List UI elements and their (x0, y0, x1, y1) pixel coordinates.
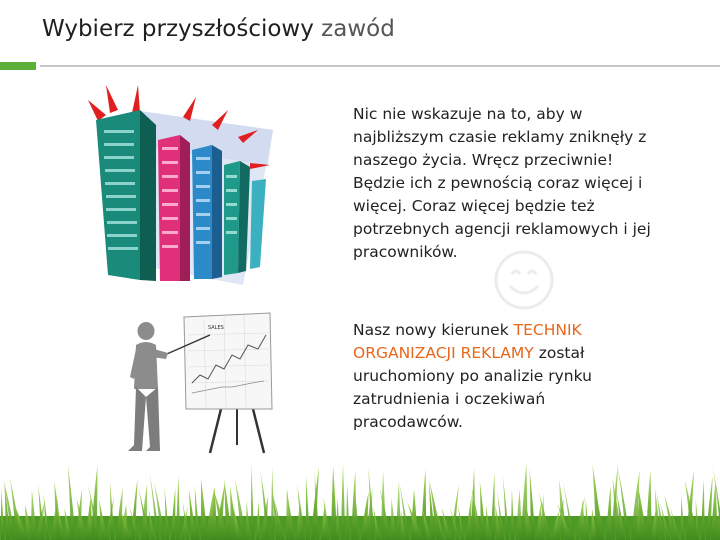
grass-blade (306, 475, 310, 540)
grass-blade (701, 479, 705, 540)
paragraph-new-course (353, 319, 633, 434)
building (192, 145, 212, 279)
grass-blade (491, 473, 495, 540)
grass-blade (171, 488, 175, 540)
grass-blade (516, 489, 522, 540)
building (180, 135, 190, 281)
grass-blade (331, 466, 337, 540)
burst-ray (88, 100, 106, 121)
grass-blade (606, 486, 611, 540)
burst-ray (183, 97, 196, 121)
figure-leg (128, 387, 146, 451)
title-accent: zawód (321, 16, 395, 42)
skyscrapers-clipart (78, 85, 278, 285)
figure-leg (146, 387, 160, 451)
figure-head (138, 322, 155, 340)
grass-blade (341, 464, 345, 540)
grass-blade (176, 476, 180, 540)
paragraph2-text-start: Nasz nowy kierunek (353, 321, 509, 339)
building (140, 110, 156, 281)
presenter-chart-clipart (112, 305, 282, 455)
divider-grey-line (40, 65, 720, 67)
grass-blade (646, 470, 652, 540)
paragraph2-text-end: został uruchomiony po analizie rynku zatrudnienia i oczekiwań pracodawców. (353, 344, 592, 431)
grass-decoration (0, 460, 720, 540)
grass-blade (511, 489, 514, 540)
chart-board-label: SALES (208, 325, 224, 331)
grass-blade (396, 482, 401, 540)
burst-ray (106, 85, 118, 113)
title-divider (0, 62, 720, 70)
divider-green-block (0, 62, 36, 70)
building (250, 179, 266, 269)
grass-blade (1, 489, 4, 540)
slide-title (42, 16, 395, 42)
grass-blade (251, 464, 254, 540)
grass-blade (346, 483, 349, 540)
grass-blade (31, 490, 37, 540)
title-main: Wybierz przyszłościowy (42, 16, 314, 42)
course-name-highlight: TECHNIK ORGANIZACJI REKLAMY (353, 321, 582, 362)
burst-ray (132, 85, 140, 113)
building (212, 145, 222, 279)
building (158, 135, 180, 281)
grass-blade (201, 478, 208, 540)
paragraph-advertising-future: Nic nie wskazuje na to, aby w najbliższym czasie reklamy zniknęły z naszego życia. Wręcz przeciwnie! Będzie ich z pewnością coraz więcej i więcej. Coraz więcej będzie też potrzebnych agencji reklamowych i jej pracowników. (353, 105, 651, 261)
